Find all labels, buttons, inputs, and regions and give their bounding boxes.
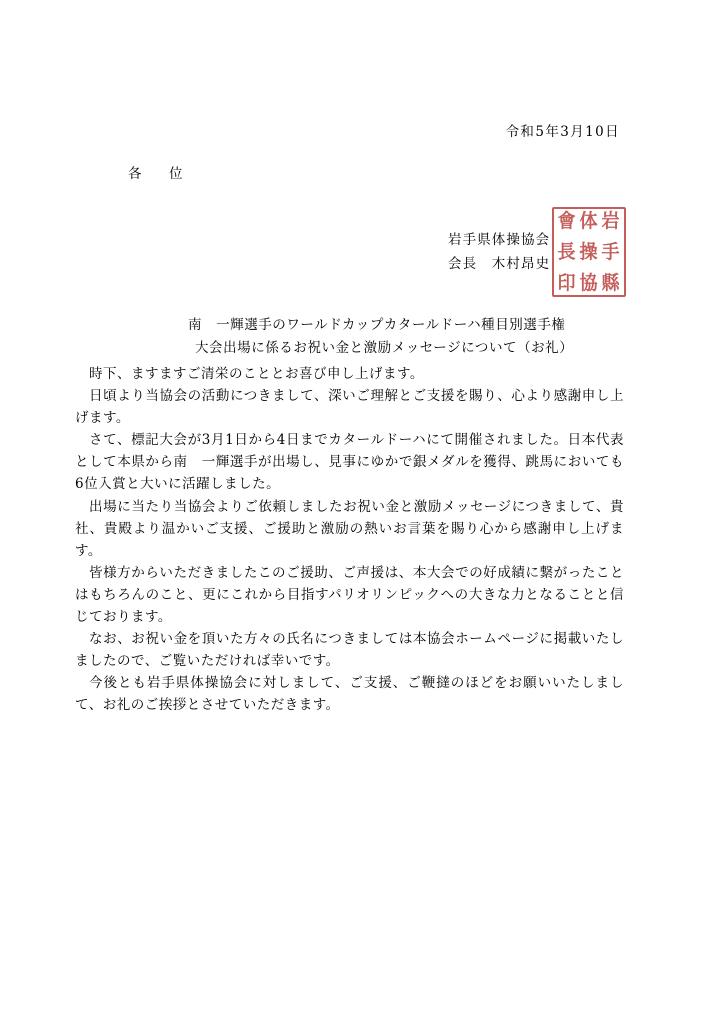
sender-name: 会長 木村昂史 xyxy=(448,256,551,272)
body-paragraph: なお、お祝い金を頂いた方々の氏名につきましては本協会ホームページに掲載いたしましたので、ご覧いただければ幸いです。 xyxy=(75,631,624,670)
document-title xyxy=(75,314,627,360)
body-paragraph: 日頃より当協会の活動につきまして、深いご理解とご支援を賜り、心より感謝申し上げます。 xyxy=(75,388,624,427)
sender-block xyxy=(448,228,550,276)
body-paragraph: さて、標記大会が3月1日から4日までカタールドーハにて開催されました。日本代表として本県から南 一輝選手が出場し、見事にゆかで銀メダルを獲得、跳馬においても6位入賞と大いに活躍しました。 xyxy=(75,432,624,493)
sender-organization: 岩手県体操協会 xyxy=(448,232,551,248)
seal-char: 操 xyxy=(579,241,599,263)
document-date: 令和5年3月10日 xyxy=(505,124,620,140)
seal-char: 協 xyxy=(579,272,599,294)
addressee-label: 各 位 xyxy=(128,166,190,182)
seal-char: 長 xyxy=(557,241,577,263)
seal-char: 体 xyxy=(579,210,599,232)
document-body xyxy=(75,363,624,717)
seal-char: 縣 xyxy=(601,272,621,294)
seal-column xyxy=(556,212,578,293)
seal-characters xyxy=(556,212,622,293)
official-seal-stamp xyxy=(552,207,626,297)
seal-char: 印 xyxy=(557,272,577,294)
seal-char: 岩 xyxy=(601,210,621,232)
seal-char: 會 xyxy=(557,210,577,232)
body-paragraph: 時下、ますますご清栄のこととお喜び申し上げます。 xyxy=(89,366,424,382)
document-title-line-1: 南 一輝選手のワールドカップカタールドーハ種目別選手権 xyxy=(188,317,566,333)
seal-column xyxy=(578,212,600,293)
body-paragraph: 皆様方からいただきましたこのご援助、ご声援は、本大会での好成績に繋がったことはもちろんのこと、更にこれから目指すパリオリンピックへの大きな力となることと信じております。 xyxy=(75,564,624,626)
body-paragraph: 出場に当たり当協会よりご依頼しましたお祝い金と激励メッセージにつきまして、貴社、貴殿より温かいご支援、ご援助と激励の熱いお言葉を賜り心から感謝申し上げます。 xyxy=(75,498,624,559)
document-title-line-2: 大会出場に係るお祝い金と激励メッセージについて（お礼） xyxy=(195,340,574,356)
seal-column xyxy=(600,212,622,293)
body-paragraph: 今後とも岩手県体操協会に対しまして、ご支援、ご鞭撻のほどをお願いいたしまして、お礼のご挨拶とさせていただきます。 xyxy=(75,675,624,714)
seal-char: 手 xyxy=(601,241,621,263)
